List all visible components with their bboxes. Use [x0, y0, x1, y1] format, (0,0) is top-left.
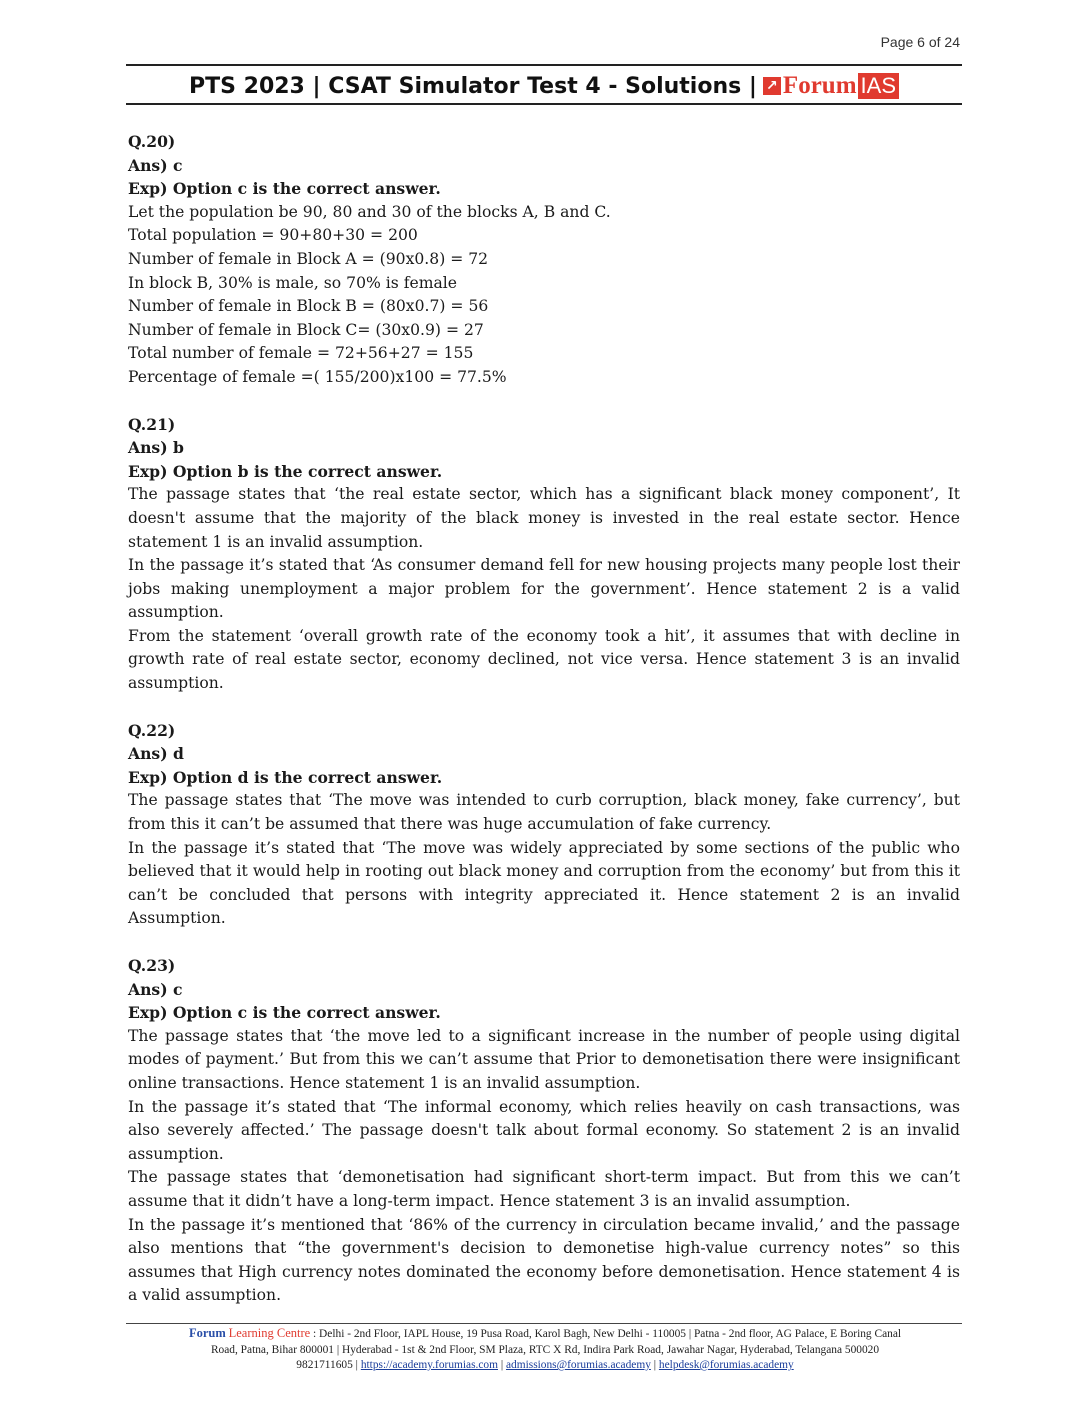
explanation-paragraph: In the passage it’s stated that ‘As consumer demand fell for new housing projects many people lost their jobs making unemployment a major problem for the government’. Hence statement 2 is a valid assumption. — [128, 556, 960, 622]
explanation-paragraph: Total population = 90+80+30 = 200 — [128, 226, 418, 245]
explanation-paragraph: In the passage it’s mentioned that ‘86% of the currency in circulation became invalid,’ and the passage also mentions that “the government's decision to demonetise high-value currency notes” so this assumes that High currency notes dominated the economy before demonetisation. Hence statement 4 is a valid assumption. — [128, 1215, 960, 1305]
footer-separator: | — [650, 1359, 659, 1371]
header-rule-bottom — [126, 103, 962, 105]
logo-arrow-icon: ↗ — [763, 77, 781, 95]
explanation-heading: Exp) Option d is the correct answer. — [128, 767, 443, 787]
question-block — [128, 719, 960, 931]
page-header — [126, 70, 962, 102]
question-label: Q.20) — [128, 132, 176, 151]
explanation-paragraph: In block B, 30% is male, so 70% is female — [128, 273, 458, 292]
footer-helpdesk-email-link[interactable]: helpdesk@forumias.academy — [658, 1359, 794, 1371]
page-number: Page 6 of 24 — [880, 34, 960, 50]
answer-label: Ans) c — [128, 155, 183, 175]
question-block — [128, 954, 960, 1308]
header-rule-top — [126, 64, 962, 66]
question-label: Q.23) — [128, 956, 176, 975]
page-footer — [140, 1326, 950, 1374]
explanation-paragraph: In the passage it’s stated that ‘The informal economy, which relies heavily on cash transactions, was also severely affected.’ The passage doesn't talk about formal economy. So statement 2 is an invalid assumption. — [128, 1097, 960, 1163]
explanation-paragraph: Number of female in Block C= (30x0.9) = 27 — [128, 320, 484, 339]
header-title: PTS 2023 | CSAT Simulator Test 4 - Solutions | — [189, 73, 757, 99]
explanation-paragraph: Number of female in Block A = (90x0.8) = 72 — [128, 249, 489, 268]
question-label: Q.22) — [128, 720, 176, 740]
solutions-content — [128, 130, 960, 1308]
logo-ias-text: IAS — [858, 73, 899, 99]
explanation-paragraph: Let the population be 90, 80 and 30 of the blocks A, B and C. — [128, 202, 611, 221]
logo-forum-text: Forum — [782, 72, 857, 99]
footer-separator: | — [498, 1359, 506, 1371]
footer-address-line-1 — [140, 1326, 950, 1343]
explanation-heading: Exp) Option c is the correct answer. — [128, 1003, 441, 1023]
explanation-paragraph: From the statement ‘overall growth rate of the economy took a hit’, it assumes that with decline in growth rate of real estate sector, economy declined, not vice versa. Hence statement 3 is an invalid assumption. — [128, 626, 960, 693]
explanation-paragraph: In the passage it’s stated that ‘The move was widely appreciated by some sections of the public who believed that it would help in rooting out black money and corruption from the economy’ but from this it can’t be concluded that persons with integrity appreciated it. Hence statement 2 is an invalid Assumption. — [128, 838, 960, 928]
footer-contact-line — [140, 1358, 950, 1374]
question-block — [128, 413, 960, 696]
footer-colon: : — [310, 1328, 320, 1340]
explanation-paragraph: The passage states that ‘The move was intended to curb corruption, black money, fake currency’, but from this it can’t be assumed that there was huge accumulation of fake currency. — [128, 791, 960, 834]
footer-website-link[interactable]: https://academy.forumias.com — [360, 1359, 498, 1371]
answer-label: Ans) d — [128, 744, 184, 764]
footer-address-1: Delhi - 2nd Floor, IAPL House, 19 Pusa Road, Karol Bagh, New Delhi - 110005 | Patna - 2nd floor, AG Palace, E Boring Canal — [319, 1328, 902, 1340]
footer-rule — [126, 1323, 962, 1324]
footer-brand-suffix: Learning Centre — [228, 1326, 311, 1340]
footer-phone: 9821711605 — [296, 1359, 353, 1371]
question-block — [128, 130, 960, 390]
explanation-paragraph: Percentage of female =( 155/200)x100 = 77.5% — [128, 367, 507, 386]
answer-label: Ans) b — [128, 438, 184, 458]
footer-brand: Forum — [188, 1326, 226, 1340]
forumias-logo — [763, 72, 899, 100]
explanation-paragraph: Number of female in Block B = (80x0.7) = 56 — [128, 297, 489, 316]
footer-admissions-email-link[interactable]: admissions@forumias.academy — [505, 1359, 651, 1371]
explanation-heading: Exp) Option b is the correct answer. — [128, 461, 443, 481]
explanation-paragraph: The passage states that ‘the move led to a significant increase in the number of people using digital modes of payment.’ But from this we can’t assume that Prior to demonetisation there were insignificant online transactions. Hence statement 1 is an invalid assumption. — [128, 1026, 960, 1092]
footer-separator: | — [352, 1359, 361, 1371]
explanation-paragraph: The passage states that ‘the real estate sector, which has a significant black money component’, It doesn't assume that the majority of the black money is invested in the real estate sector. Hence statement 1 is an invalid assumption. — [128, 485, 960, 551]
question-label: Q.21) — [128, 414, 176, 434]
explanation-paragraph: The passage states that ‘demonetisation had significant short-term impact. But from this we can’t assume that it didn’t have a long-term impact. Hence statement 3 is an invalid assumption. — [128, 1168, 960, 1210]
answer-label: Ans) c — [128, 979, 183, 999]
footer-address-line-2: Road, Patna, Bihar 800001 | Hyderabad - 1st & 2nd Floor, SM Plaza, RTC X Rd, Indira Park Road, Jawahar Nagar, Hyderabad, Telangana 500020 — [210, 1343, 880, 1356]
explanation-paragraph: Total number of female = 72+56+27 = 155 — [128, 344, 474, 363]
explanation-heading: Exp) Option c is the correct answer. — [128, 179, 441, 199]
